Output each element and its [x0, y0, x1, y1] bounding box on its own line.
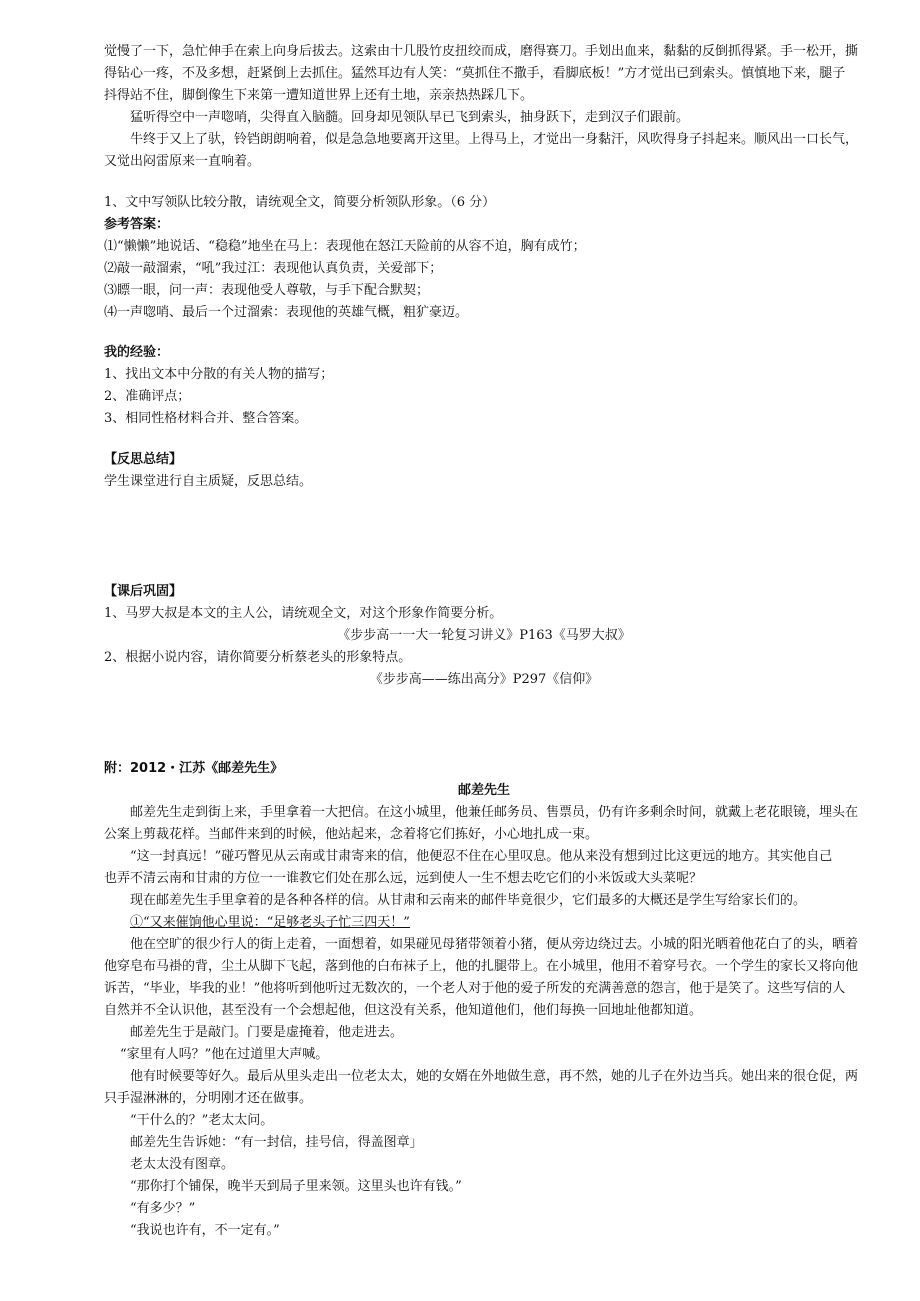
passage-line: 猛听得空中一声唿哨，尖得直入脑髓。回身却见领队早已飞到索头，抽身跃下，走到汉子们跟前。 — [130, 110, 690, 125]
appendix-line: “家里有人吗？”他在过道里大声喊。 — [120, 1047, 329, 1062]
passage-line: 又觉出闷雷原来一直响着。 — [104, 154, 261, 169]
appendix-line: 自然并不全认识他，甚至没有一个会想起他，但这没有关系，他知道他们，他们每换一回地址他都知道。 — [104, 1003, 703, 1018]
appendix-line: 他有时候要等好久。最后从里头走出一位老太太，她的女婿在外地做生意，再不然，她的儿子在外边当兵。她出来的很仓促，两 — [130, 1069, 859, 1084]
experience-heading: 我的经验： — [104, 345, 170, 360]
answer-item: ⑴“懒懒”地说话、“稳稳”地坐在马上：表现他在怒江天险前的从容不迫，胸有成竹； — [104, 239, 586, 254]
consolidation-q2-source: 《步步高——练出高分》P297《信仰》 — [369, 672, 599, 687]
appendix-line: 公案上剪裁花样。当邮件来到的时候，他站起来，念着将它们拣好，小心地扎成一束。 — [104, 827, 599, 842]
consolidation-heading: 【课后巩固】 — [104, 584, 183, 599]
appendix-line: 邮差先生走到街上来，手里拿着一大把信。在这小城里，他兼任邮务员、售票员，仍有许多剩余时间，就戴上老花眼镜，埋头在 — [130, 805, 859, 820]
appendix-line: 邮差先生告诉她：“有一封信，挂号信，得盖图章」 — [130, 1135, 423, 1150]
appendix-title: 邮差先生 — [457, 783, 510, 798]
answer-item: ⑷一声唿哨、最后一个过溜索：表现他的英雄气概，粗犷豪迈。 — [104, 305, 469, 320]
reflection-heading: 【反思总结】 — [104, 452, 183, 467]
appendix-line: 邮差先生于是敲门。门要是虚掩着，他走进去。 — [130, 1025, 404, 1040]
passage-line: 得钻心一疼，不及多想，赶紧倒上去抓住。猛然耳边有人笑：“莫抓住不撒手，看脚底板！”方才觉出已到索头。慎慎地下来，腿子 — [104, 66, 846, 81]
question-1: 1、文中写领队比较分散，请统观全文，简要分析领队形象。（6 分） — [104, 195, 496, 210]
answer-heading: 参考答案： — [104, 217, 170, 232]
experience-item: 3、相同性格材料合并、整合答案。 — [104, 411, 308, 426]
appendix-line: 诉苦，“毕业，毕我的业！”他将听到他听过无数次的，一个老人对于他的爱子所发的充满善意的怨言，他于是笑了。这些写信的人 — [104, 981, 846, 996]
answer-item: ⑵敲一敲溜索，“吼”我过江：表现他认真负责，关爱部下； — [104, 261, 443, 276]
passage-line: 抖得站不住，脚倒像生下来第一遭知道世界上还有土地，亲亲热热踩几下。 — [104, 88, 534, 103]
answer-item: ⑶瞟一眼，问一声：表现他受人尊敬，与手下配合默契； — [104, 283, 430, 298]
passage-line: 牛终于又上了驮，铃铛朗朗响着，似是急急地要离开这里。上得马上，才觉出一身黏汗，风吹得身子抖起来。顺风出一口长气， — [130, 132, 859, 147]
consolidation-q1-source: 《步步高一一大一轮复习讲义》P163《马罗大叔》 — [337, 628, 631, 643]
appendix-line: “有多少？” — [130, 1201, 196, 1216]
appendix-line: “干什么的？”老太太问。 — [130, 1113, 274, 1128]
consolidation-q2: 2、根据小说内容，请你简要分析蔡老头的形象特点。 — [104, 650, 412, 665]
experience-item: 1、找出文本中分散的有关人物的描写； — [104, 367, 334, 382]
appendix-line: 老太太没有图章。 — [130, 1157, 235, 1172]
appendix-line: 现在邮差先生手里拿着的是各种各样的信。从甘肃和云南来的邮件毕竟很少，它们最多的大概还是学生写给家长们的。 — [130, 893, 807, 908]
appendix-line: “那你打个铺保，晚半天到局子里来领。这里头也许有钱。” — [130, 1179, 462, 1194]
experience-item: 2、准确评点； — [104, 389, 191, 404]
consolidation-q1: 1、马罗大叔是本文的主人公，请统观全文，对这个形象作简要分析。 — [104, 606, 503, 621]
appendix-line: “我说也许有，不一定有。” — [130, 1223, 280, 1238]
appendix-underlined-line: ①“又来催饷他心里说：“足够老头子忙三四天！” — [130, 915, 410, 930]
appendix-line: 也弄不清云南和甘肃的方位一一谁教它们处在那么远，远到使人一生不想去吃它们的小米饭或大头菜呢？ — [104, 871, 703, 886]
appendix-heading: 附：2012・江苏《邮差先生》 — [104, 761, 284, 776]
appendix-line: 他穿皂布马褂的背，尘土从脚下飞起，落到他的白布袜子上，他的扎腿带上。在小城里，他用不着穿号衣。一个学生的家长又将向他 — [104, 959, 859, 974]
passage-line: 觉慢了一下，急忙伸手在索上向身后拔去。这索由十几股竹皮扭绞而成，磨得赛刀。手划出血来，黏黏的反倒抓得紧。手一松开，撕 — [104, 44, 859, 59]
appendix-line: “这一封真远！”碰巧瞥见从云南或甘肃寄来的信，他便忍不住在心里叹息。他从来没有想到过比这更远的地方。其实他自己 — [130, 849, 833, 864]
appendix-line: 他在空旷的很少行人的街上走着，一面想着，如果碰见母猪带领着小猪，便从旁边绕过去。小城的阳光晒着他花白了的头，晒着 — [130, 937, 859, 952]
appendix-line: 只手湿淋淋的，分明刚才还在做事。 — [104, 1091, 313, 1106]
reflection-text: 学生课堂进行自主质疑，反思总结。 — [104, 474, 313, 489]
